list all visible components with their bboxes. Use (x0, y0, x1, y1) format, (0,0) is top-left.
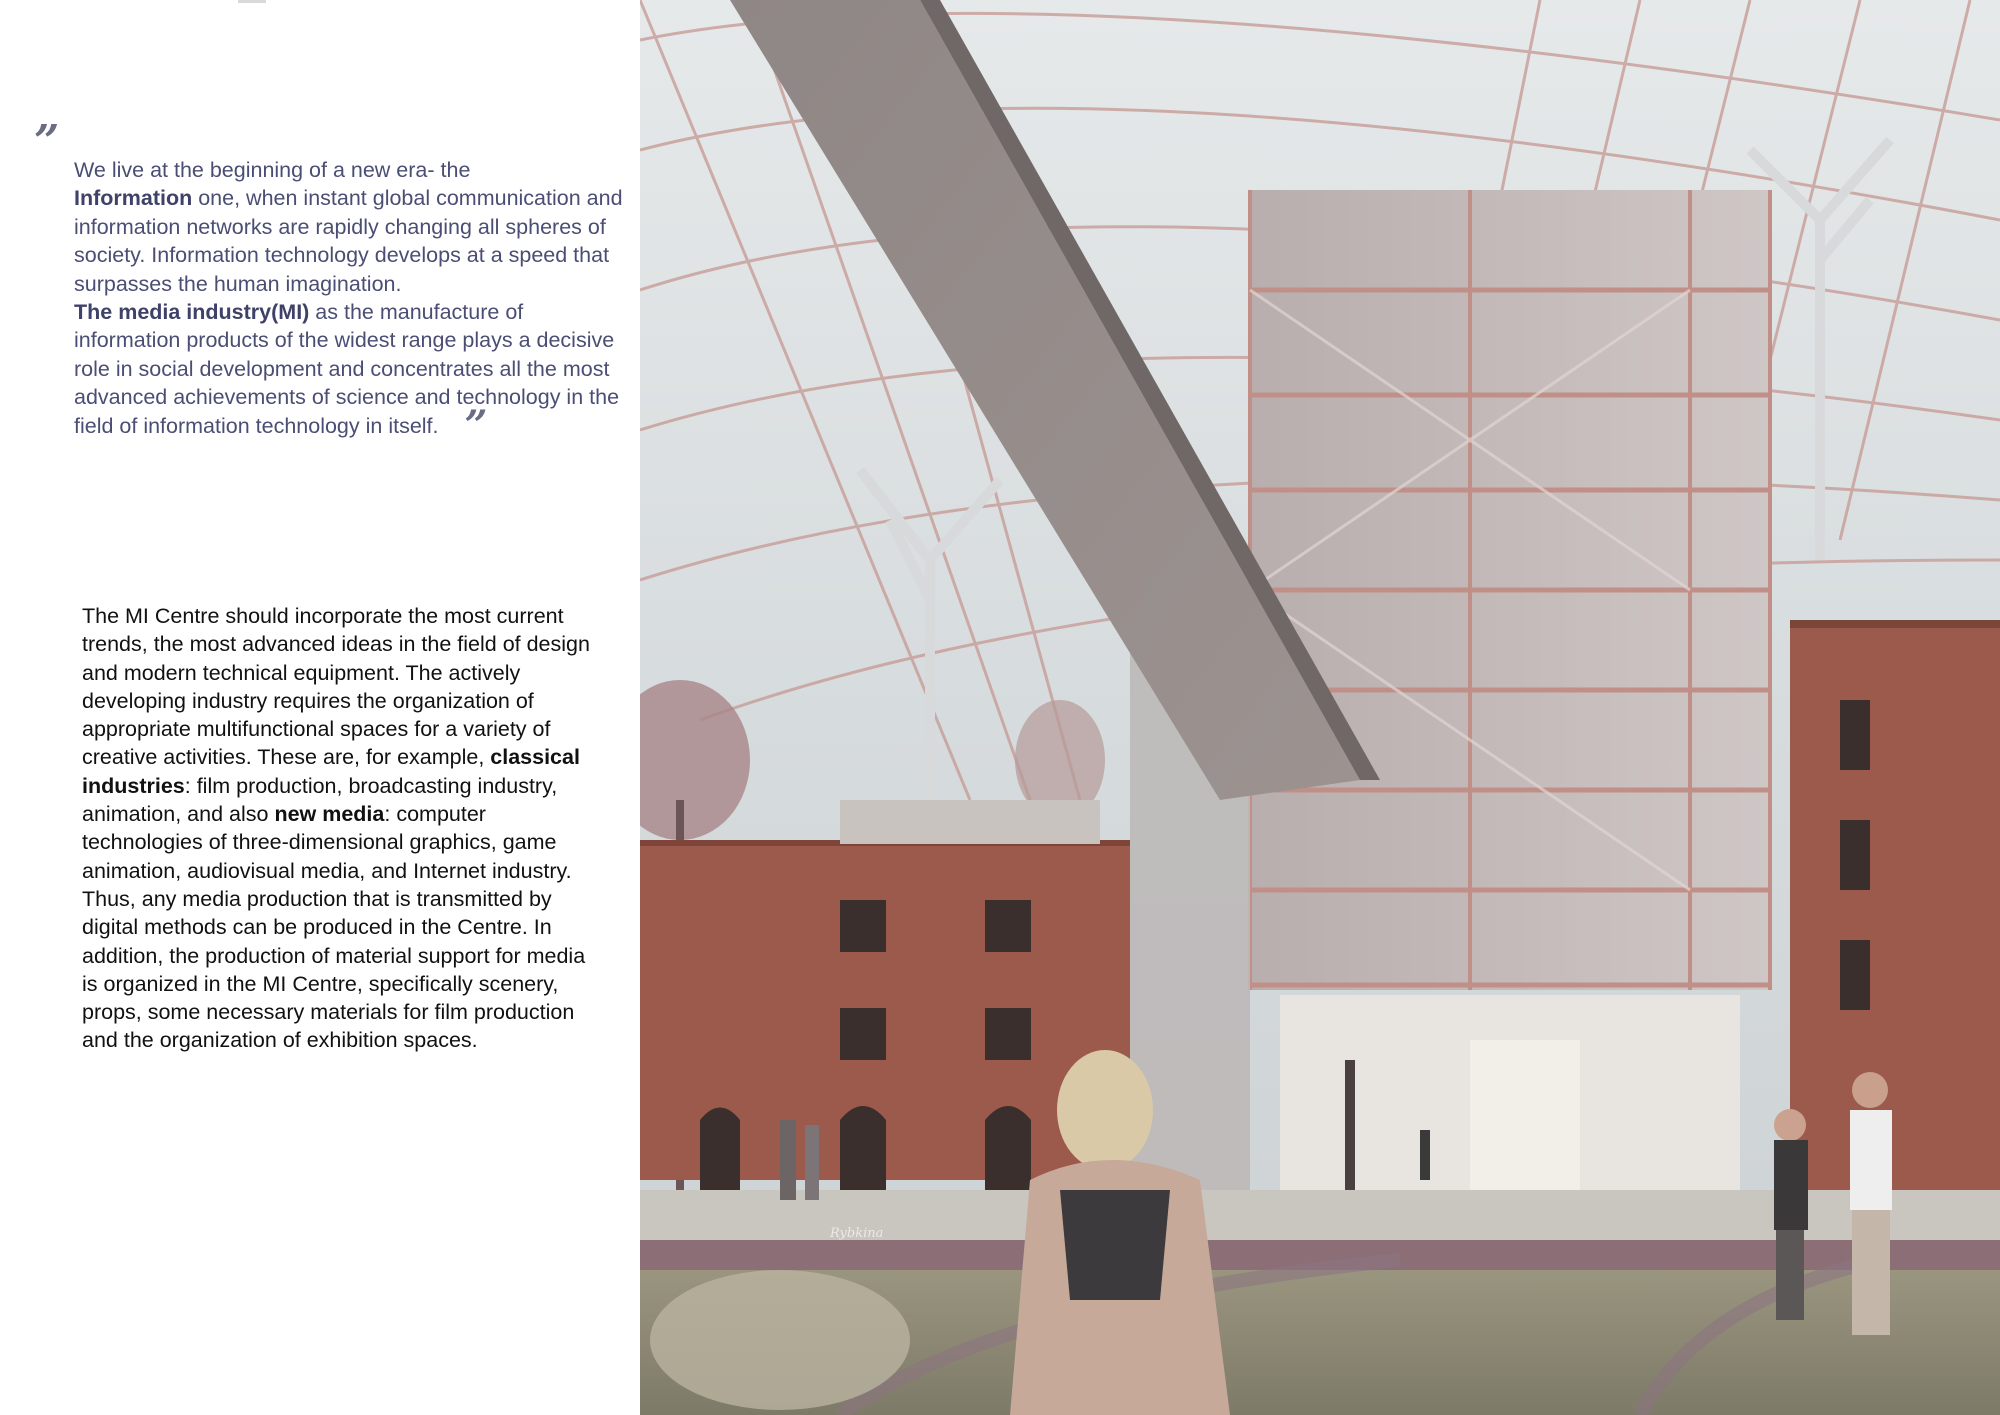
quote-text (74, 156, 634, 449)
right-brick-building (1790, 620, 2000, 1200)
top-divider-mark (238, 0, 266, 3)
render-illustration (640, 0, 2000, 1415)
quote-intro: We live at the beginning of a new era- the (74, 158, 471, 182)
description-text (82, 602, 602, 1055)
quote-paragraph-media: The media industry(MI) as the manufacture of information products of the widest range plays a decisive role in social development and concentrates all the most advanced achievements of science and technology in the field of information technology in itself. ” (74, 300, 620, 449)
grass-tuft (650, 1270, 910, 1410)
quote-information-text: one, when instant global communication and information networks are rapidly changing all spheres of society. Information technology develops at a speed that surpasses the human imagination. (74, 186, 623, 296)
text-column (0, 0, 640, 1415)
quote-media-bold: The media industry(MI) (74, 300, 310, 325)
open-quote-mark: ” (34, 116, 60, 167)
render-signature: Rybkina (830, 1226, 884, 1241)
left-brick-building (640, 800, 1130, 1200)
description-part-3: : computer technologies of three-dimensional graphics, game animation, audiovisual media, and Internet industry. Thus, any media production that is transmitted by digital methods can be produced in the Centre. In addition, the production of material support for media is organized in the MI Centre, specifically scenery, props, some necessary materials for film production and the organization of exhibition spaces. (82, 802, 586, 1053)
quote-media-text: as the manufacture of information products of the widest range plays a decisive role in social development and concentrates all the most advanced achievements of science and technology in the field of information technology in itself. (74, 300, 620, 438)
quote-paragraph-information (74, 156, 634, 298)
description-new-media: new media (274, 802, 385, 827)
description-classical-industries: classical industries (82, 745, 580, 798)
description-paragraph (82, 602, 602, 1055)
description-part-2: : film production, broadcasting industry, animation, and also (82, 773, 558, 827)
architectural-render (640, 0, 2000, 1415)
description-part-1: The MI Centre should incorporate the most current trends, the most advanced ideas in the field of design and modern technical equipment. The actively developing industry requires the organization of appropriate multifunctional spaces for a variety of creative activities. These are, for example, (82, 604, 590, 770)
quote-information-bold: Information (74, 186, 193, 211)
